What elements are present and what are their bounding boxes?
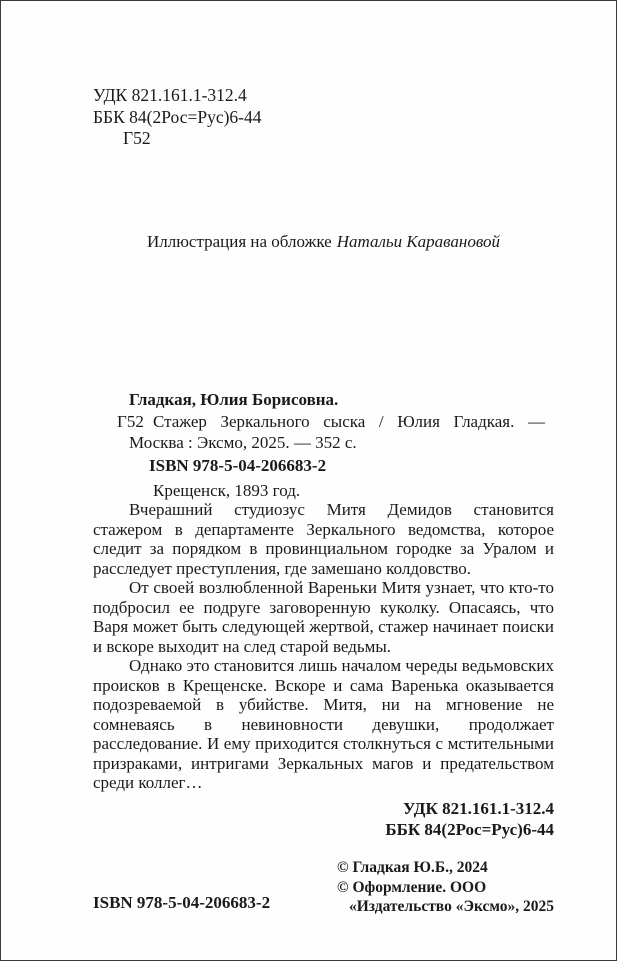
annotation: [93, 481, 554, 793]
annotation-paragraph: Однако это становится лишь началом череды ведьмовских происков в Крещенске. Вскоре и сама Варенька оказывается подозреваемой в убийстве. Митя, ни на мгновение не сомневаясь в невиновности девушки, продолжает расследование. И ему приходится столкнуться с мстительными призраками, интригами Зеркальных магов и предательством среди коллег…: [93, 656, 554, 793]
classification-codes-top: [93, 85, 554, 150]
copyright-author-line: © Гладкая Ю.Б., 2024: [336, 859, 488, 877]
cover-illustration-credit: [93, 232, 554, 252]
copyright-design-line: © Оформление. ООО: [336, 878, 487, 896]
copyright-publisher-line: «Издательство «Эксмо», 2025: [348, 897, 554, 915]
catalog-entry-text: Стажер Зеркального сыска / Юлия Гладкая. — Москва : Эксмо, 2025. — 352 с.: [129, 412, 545, 452]
bbk-code: ББК 84(2Рос=Рус)6-44: [93, 106, 262, 127]
catalog-entry: [93, 412, 545, 453]
udk-code-bottom: УДК 821.161.1-312.4: [403, 798, 554, 818]
bbk-code-bottom: ББК 84(2Рос=Рус)6-44: [385, 819, 554, 839]
illustration-credit-label: Иллюстрация на обложке: [146, 232, 332, 252]
catalog-author-sign: Г52: [117, 412, 144, 432]
udk-code: УДК 821.161.1-312.4: [93, 85, 247, 105]
annotation-paragraph: Вчерашний студиозус Митя Демидов становится стажером в департаменте Зеркального ведомства, которое следит за порядком в провинциальном городке за Уралом и расследует преступления, где замешано колдовство.: [93, 500, 554, 578]
bibliographic-record: [93, 390, 554, 477]
classification-codes-bottom: [93, 798, 554, 841]
book-author: Гладкая, Юлия Борисовна.: [129, 390, 339, 410]
copyright-block: [337, 858, 554, 916]
isbn-line: ISBN 978-5-04-206683-2: [149, 456, 327, 476]
footer-isbn: ISBN 978-5-04-206683-2: [93, 893, 271, 913]
imprint-page: [1, 1, 616, 916]
annotation-paragraph: От своей возлюбленной Вареньки Митя узнает, что кто-то подбросил ее подруге заговоренную куколку. Опасаясь, что Варя может быть следующей жертвой, стажер начинает поиски и вскоре выходит на след старой ведьмы.: [93, 578, 554, 656]
illustration-artist-name: Натальи Каравановой: [336, 232, 501, 252]
annotation-setting: Крещенск, 1893 год.: [153, 480, 301, 500]
page-footer: [93, 858, 554, 916]
author-sign: Г52: [123, 128, 151, 149]
